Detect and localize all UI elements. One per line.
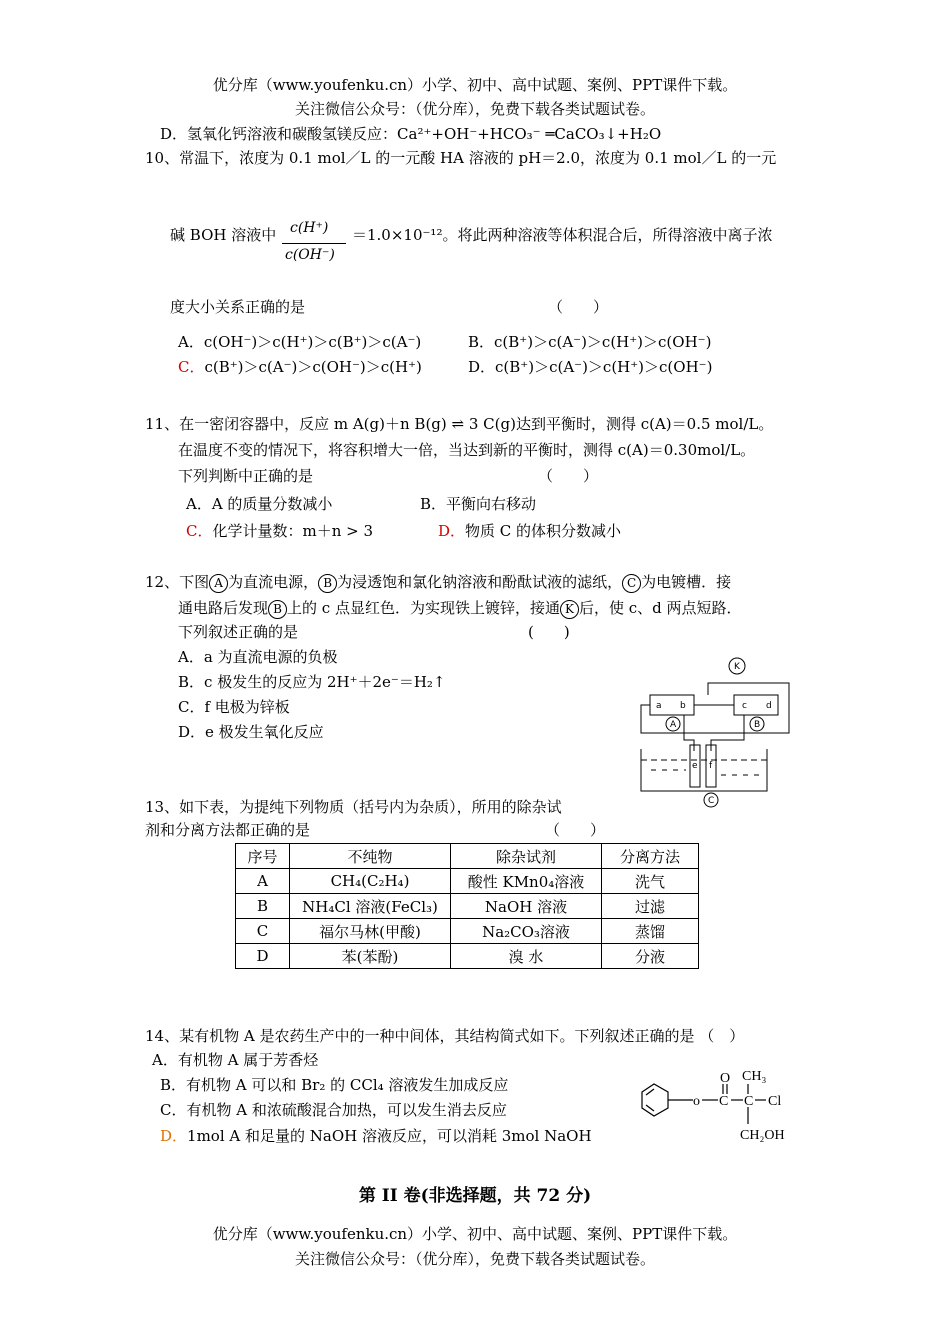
fraction-bar — [282, 243, 346, 244]
q11-option-d-letter: D． — [438, 522, 466, 540]
q12-text: 为直流电源， — [228, 573, 319, 591]
structural-formula — [630, 1062, 800, 1148]
q12-option-a: A．a 为直流电源的负极 — [178, 648, 338, 666]
table-cell: 酸性 KMn0₄溶液 — [451, 869, 602, 894]
table-cell: B — [236, 894, 290, 919]
fraction-numerator: c(H⁺) — [290, 220, 329, 236]
table-cell: 过滤 — [602, 894, 699, 919]
q10-option-c-letter: C． — [178, 358, 205, 376]
formula-c1: C — [719, 1094, 729, 1109]
diagram-label-f: f — [709, 761, 713, 771]
q11-line-3: 下列判断中正确的是 — [178, 467, 314, 485]
formula-cl: Cl — [768, 1094, 782, 1109]
formula-carbonyl-o: O — [720, 1071, 731, 1086]
table-cell: 溴 水 — [451, 944, 602, 969]
table-header: 不纯物 — [290, 844, 451, 869]
table-row — [236, 894, 699, 919]
table-cell: 分液 — [602, 944, 699, 969]
circled-b-icon: B — [268, 600, 287, 619]
table-row — [236, 944, 699, 969]
q12-text: 上的 c 点显红色．为实现铁上镀锌，接通 — [287, 599, 560, 617]
diagram-label-d: d — [766, 701, 772, 711]
q14-option-d-letter: D． — [160, 1127, 188, 1145]
q12-text: 通电路后发现 — [178, 599, 269, 617]
table-header: 除杂试剂 — [451, 844, 602, 869]
q13-answer-bracket: （ ） — [545, 821, 606, 839]
table-cell: NH₄Cl 溶液(FeCl₃) — [290, 894, 451, 919]
q10-line-1: 10、常温下，浓度为 0.1 mol／L 的一元酸 HA 溶液的 pH＝2.0，浓度为 0.1 mol／L 的一元 — [145, 149, 777, 167]
q12-text: 为浸透饱和氯化钠溶液和酚酞试液的滤纸， — [337, 573, 623, 591]
diagram-label-c: c — [742, 701, 747, 711]
q10-option-c-text: c(B⁺)＞c(A⁻)＞c(OH⁻)＞c(H⁺) — [204, 358, 422, 376]
q14-option-b: B．有机物 A 可以和 Br₂ 的 CCl₄ 溶液发生加成反应 — [160, 1076, 509, 1094]
table-cell: 洗气 — [602, 869, 699, 894]
q11-option-d-text: 物质 C 的体积分数减小 — [465, 522, 622, 540]
q14-option-a: A．有机物 A 属于芳香烃 — [152, 1051, 319, 1069]
formula-c2: C — [744, 1094, 754, 1109]
q12-line-3: 下列叙述正确的是 — [178, 623, 299, 641]
header-line-2: 关注微信公众号：（优分库），免费下载各类试题试卷。 — [294, 100, 655, 118]
q11-option-c-text: 化学计量数：m＋n > 3 — [212, 522, 374, 540]
diagram-label-power-a: A — [670, 720, 677, 730]
table-header: 分离方法 — [602, 844, 699, 869]
q13-line-2: 剂和分离方法都正确的是 — [145, 821, 311, 839]
q12-text: 为电镀槽．接 — [641, 573, 732, 591]
q11-line-1: 11、在一密闭容器中，反应 m A(g)＋n B(g) ⇌ 3 C(g)达到平衡时，测得 c(A)＝0.5 mol/L。 — [145, 415, 774, 433]
table-cell: NaOH 溶液 — [451, 894, 602, 919]
formula-ch3: CH₃ — [742, 1069, 767, 1084]
q12-option-d: D．e 极发生氧化反应 — [178, 723, 324, 741]
formula-ch2oh: CH₂OH — [740, 1128, 785, 1143]
q10-line-2-post: ＝1.0×10⁻¹²。将此两种溶液等体积混合后，所得溶液中离子浓 — [352, 226, 773, 244]
formula-ester-o: o — [693, 1094, 700, 1109]
diagram-label-k: K — [734, 662, 740, 672]
table-cell: A — [236, 869, 290, 894]
electrolysis-circuit-diagram — [636, 655, 796, 810]
q10-answer-bracket: （ ） — [548, 298, 609, 316]
q11-answer-bracket: （ ） — [538, 467, 599, 485]
q13-line-1: 13、如下表，为提纯下列物质（括号内为杂质），所用的除杂试 — [145, 798, 562, 816]
q12-line-1 — [145, 572, 731, 593]
table-cell: 蒸馏 — [602, 919, 699, 944]
q11-option-b: B．平衡向右移动 — [420, 495, 537, 513]
q11-option-c — [186, 521, 373, 541]
section-2-title: 第 II 卷(非选择题，共 72 分) — [358, 1186, 592, 1206]
footer-line-2: 关注微信公众号：（优分库），免费下载各类试题试卷。 — [294, 1250, 655, 1268]
header-line-1: 优分库（www.youfenku.cn）小学、初中、高中试题、案例、PPT课件下载。 — [212, 76, 738, 94]
q11-option-c-letter: C． — [186, 522, 213, 540]
q9-option-d: D．氢氧化钙溶液和碳酸氢镁反应：Ca²⁺+OH⁻+HCO₃⁻ ═CaCO₃↓+H₂O — [160, 125, 662, 143]
q12-option-b: B．c 极发生的反应为 2H⁺＋2e⁻＝H₂↑ — [178, 673, 446, 691]
q11-line-2: 在温度不变的情况下，将容积增大一倍，当达到新的平衡时，测得 c(A)＝0.30mol/L。 — [178, 441, 756, 459]
fraction-denominator: c(OH⁻) — [285, 247, 335, 263]
table-cell: 苯(苯酚) — [290, 944, 451, 969]
diagram-label-e: e — [692, 761, 698, 771]
diagram-label-a: a — [656, 701, 662, 711]
q10-option-c — [178, 357, 422, 377]
table-row — [236, 919, 699, 944]
q11-option-a: A．A 的质量分数减小 — [186, 495, 333, 513]
q12-text: 12、下图 — [145, 573, 210, 591]
circled-c-icon: C — [622, 574, 641, 593]
table-cell: CH₄(C₂H₄) — [290, 869, 451, 894]
purification-table — [235, 843, 699, 969]
q14-line-1: 14、某有机物 A 是农药生产中的一种中间体，其结构简式如下。下列叙述正确的是 （ ） — [145, 1027, 745, 1045]
q10-line-3: 度大小关系正确的是 — [170, 298, 306, 316]
q10-option-d: D．c(B⁺)＞c(A⁻)＞c(H⁺)＞c(OH⁻) — [468, 358, 713, 376]
q14-option-d-text: 1mol A 和足量的 NaOH 溶液反应，可以消耗 3mol NaOH — [187, 1127, 592, 1145]
diagram-label-paper-b: B — [754, 720, 761, 730]
table-row — [236, 869, 699, 894]
q14-option-d — [160, 1126, 592, 1146]
table-cell: 福尔马林(甲酸) — [290, 919, 451, 944]
footer-line-1: 优分库（www.youfenku.cn）小学、初中、高中试题、案例、PPT课件下载。 — [212, 1225, 738, 1243]
q11-option-d — [438, 521, 621, 541]
q12-text: 后，使 c、d 两点短路． — [578, 599, 742, 617]
q12-option-c: C．f 电极为锌板 — [178, 698, 290, 716]
diagram-label-b: b — [680, 701, 686, 711]
q10-line-2-pre: 碱 BOH 溶液中 — [170, 226, 277, 244]
table-header-row — [236, 844, 699, 869]
q10-option-a: A．c(OH⁻)＞c(H⁺)＞c(B⁺)＞c(A⁻) — [178, 333, 422, 351]
q14-option-c: C．有机物 A 和浓硫酸混合加热，可以发生消去反应 — [160, 1101, 507, 1119]
table-cell: D — [236, 944, 290, 969]
table-cell: C — [236, 919, 290, 944]
q12-line-2 — [178, 598, 742, 619]
circled-b-icon: B — [318, 574, 337, 593]
q12-answer-bracket: ( ) — [528, 623, 570, 641]
circled-a-icon: A — [209, 574, 228, 593]
q10-option-b: B．c(B⁺)＞c(A⁻)＞c(H⁺)＞c(OH⁻) — [468, 333, 712, 351]
table-cell: Na₂CO₃溶液 — [451, 919, 602, 944]
circled-k-icon: K — [560, 600, 579, 619]
table-header: 序号 — [236, 844, 290, 869]
diagram-label-cell-c: C — [708, 796, 715, 806]
